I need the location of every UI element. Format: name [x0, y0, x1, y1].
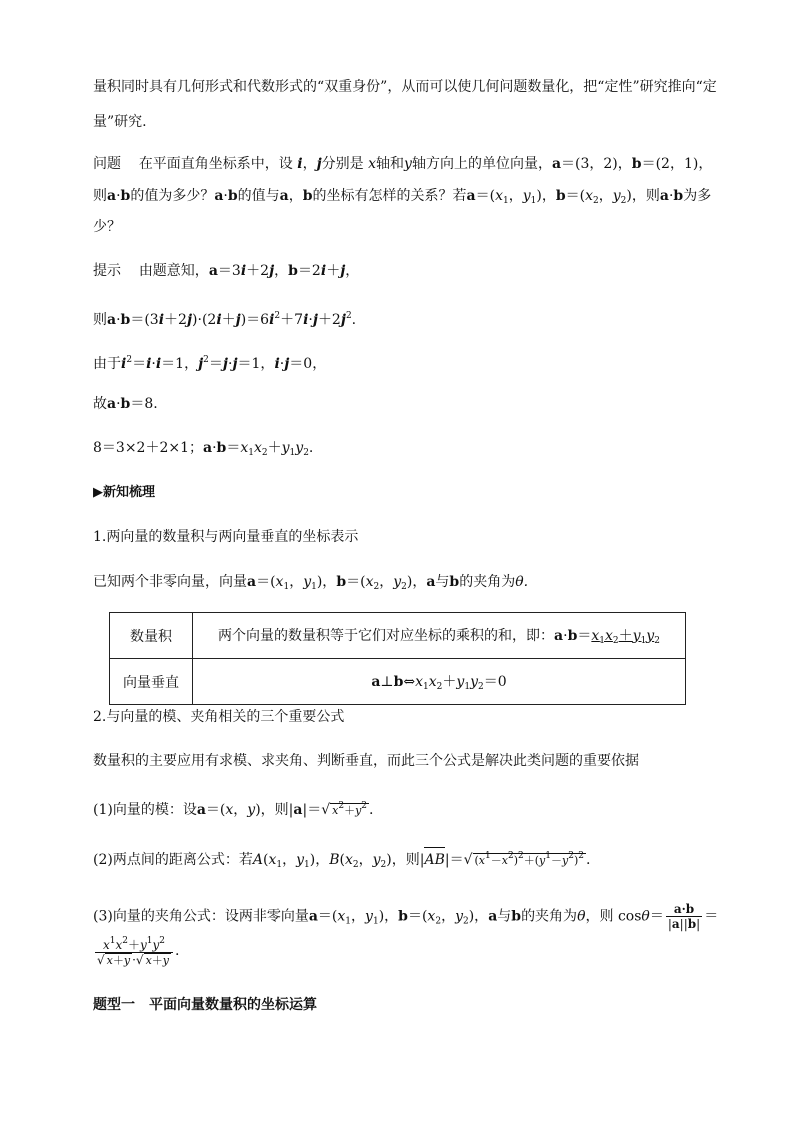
problem-line-1: 问题 在平面直角坐标系中，设 i，j分别是 x轴和y轴方向上的单位向量，a＝(3，2)，b＝(2，1)， [93, 156, 713, 172]
problem-line-3: 少？ [93, 219, 121, 235]
hint-line-3: 由于$i^2=i\cdot i=1$，$j^2=j\cdot j=1$，i·j＝0， [93, 355, 327, 372]
table-value: 两个向量的数量积等于它们对应坐标的乘积的和，即：$a\cdot b=x_1x_2+y_1y_2$ [193, 613, 686, 659]
hint-line-4: 故a·b＝8. [93, 396, 158, 412]
table-row [110, 659, 686, 705]
section-new-knowledge: ▶新知梳理 [93, 485, 155, 500]
paragraph-line: 量积同时具有几何形式和代数形式的“双重身份”，从而可以使几何问题数量化，把“定性”研究推向“定 [93, 79, 717, 95]
hint-label: 提示 [93, 263, 121, 279]
formula-2: (2)两点间的距离公式：若$A(x_1$，$y_1$)，$B(x_2$，$y_2$)，则|AB|＝√ $(x^1-x^2)^2+(y^1-y^2)^2$ . [93, 851, 591, 870]
formula-table [109, 612, 686, 705]
problem-line-2: 则a·b的值为多少？a·b的值与a，b的坐标有怎样的关系？若$a=(x_1$，$y_1$)，$b=(x_2$，$y_2$)，则a·b为多 [93, 188, 712, 206]
paragraph-line: 量”研究. [93, 114, 147, 130]
item2-desc: 数量积的主要应用有求模、求夹角、判断垂直，而此三个公式是解决此类问题的重要依据 [93, 753, 639, 769]
hint-line-5: 8＝3×2＋2×1；$a\cdot b=x_1x_2+y_1y_2$. [93, 440, 314, 458]
hint-line-2: 则$a\cdot b=(3i+2j)\cdot(2i+j)=6i^2+7i\cdot j+2j^2$. [93, 311, 357, 328]
table-value: $a\perp b\Leftrightarrow x_1x_2+y_1y_2=0$ [193, 659, 686, 705]
table-key: 向量垂直 [110, 659, 193, 705]
formula-1: (1)向量的模：设a＝(x，y)，则|a|＝√ $x^2+y^2$ . [93, 801, 374, 818]
item2-title: 2.与向量的模、夹角相关的三个重要公式 [93, 709, 345, 725]
item1-given: 已知两个非零向量，向量$a=(x_1$，$y_1$)，$b=(x_2$，$y_2$)，a与b的夹角为θ. [93, 574, 529, 592]
section-heading: 题型一 平面向量数量积的坐标运算 [93, 997, 317, 1013]
formula-3: (3)向量的夹角公式：设两非零向量$a=(x_1$，$y_1$)，$b=(x_2$，$y_2$)，a与b的夹角为θ，则 cosθ＝ $\frac{a\cdot b}{|a||b|}$ ＝ [93, 902, 719, 931]
table-row [110, 613, 686, 659]
hint-line-1: 提示 由题意知，a＝3i＋2j，b＝2i＋j， [93, 263, 360, 279]
table-key: 数量积 [110, 613, 193, 659]
formula-3-cont: $\frac{x^1x^2+y^1y^2}{√ x+y \cdot√ x+y}$ . [97, 936, 180, 967]
item1-title: 1.两向量的数量积与两向量垂直的坐标表示 [93, 529, 359, 545]
problem-label: 问题 [93, 156, 121, 172]
